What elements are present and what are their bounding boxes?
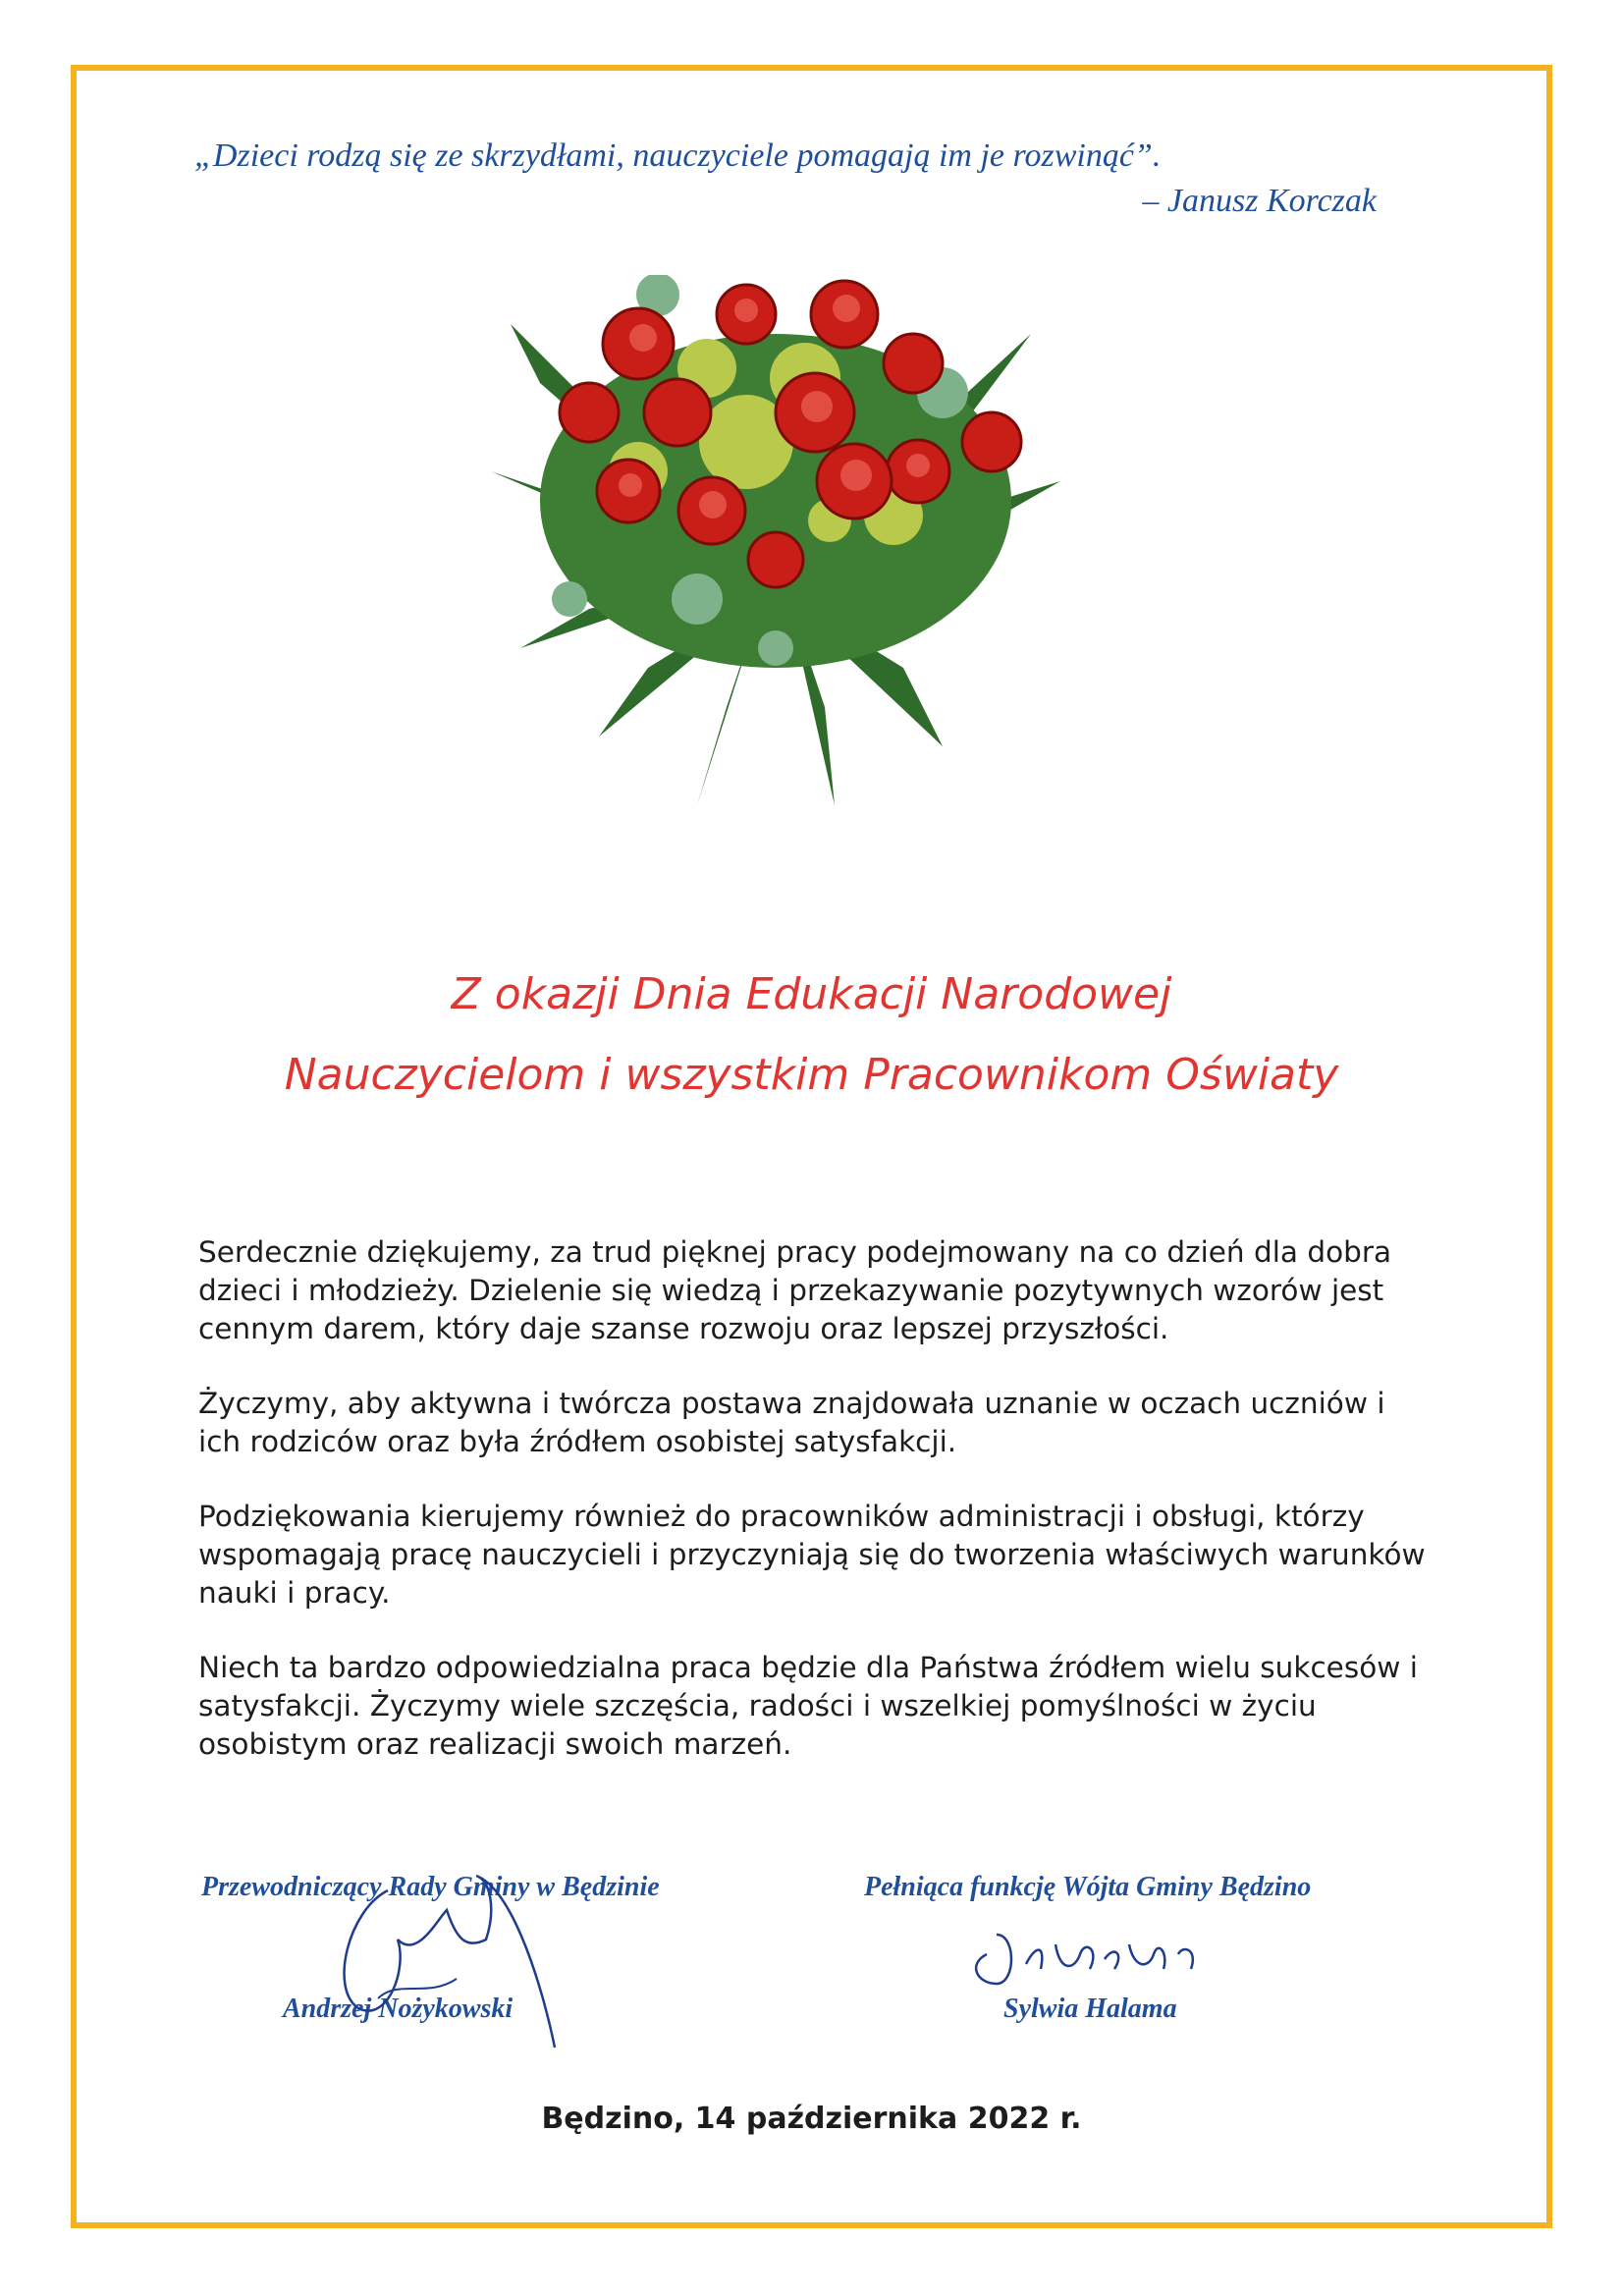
paragraph: Serdecznie dziękujemy, za trud pięknej pracy podejmowany na co dzień dla dobra dzieci i młodzieży. Dzielenie się wiedzą i przekazywanie pozytywnych wzorów jest cennym darem, który daje szanse rozwoju oraz lepszej przyszłości. <box>198 1235 1392 1345</box>
greeting-headings <box>0 967 1623 1103</box>
quote-text: „Dzieci rodzą się ze skrzydłami, nauczyciele pomagają im je rozwinąć”. <box>194 137 1162 174</box>
paragraph: Podziękowania kierujemy również do pracowników administracji i obsługi, którzy wspomagają pracę nauczycieli i przyczyniają się do tworzenia właściwych warunków nauki i pracy. <box>198 1500 1426 1610</box>
paragraph: Niech ta bardzo odpowiedzialna praca będzie dla Państwa źródłem wielu sukcesów i satysfakcji. Życzymy wiele szczęścia, radości i wszelkiej pomyślności w życiu osobistym oraz realizacji swoich marzeń. <box>198 1651 1418 1761</box>
right-signatory-title: Pełniąca funkcję Wójta Gminy Będzino <box>864 1872 1312 1902</box>
letter-body <box>198 1233 1435 1800</box>
quote-author: – Janusz Korczak <box>1142 183 1377 219</box>
heading-recipients: Nauczycielom i wszystkim Pracownikom Oświaty <box>284 1050 1339 1100</box>
right-handwritten-signature <box>967 1925 1222 2003</box>
paragraph: Życzymy, aby aktywna i twórcza postawa znajdowała uznanie w oczach uczniów i ich rodziców oraz była źródłem osobistej satysfakcji. <box>198 1387 1385 1458</box>
left-handwritten-signature <box>319 1851 574 2057</box>
letter-date: Będzino, 14 października 2022 r. <box>541 2102 1082 2136</box>
heading-occasion: Z okazji Dnia Edukacji Narodowej <box>451 969 1172 1019</box>
right-signatory-name: Sylwia Halama <box>1003 1994 1177 2024</box>
left-signatory-name: Andrzej Nożykowski <box>283 1994 514 2024</box>
left-signatory-title: Przewodniczący Rady Gminy w Będzinie <box>201 1872 660 1902</box>
korczak-quote <box>194 134 1402 224</box>
flower-bouquet-icon <box>481 275 1070 805</box>
